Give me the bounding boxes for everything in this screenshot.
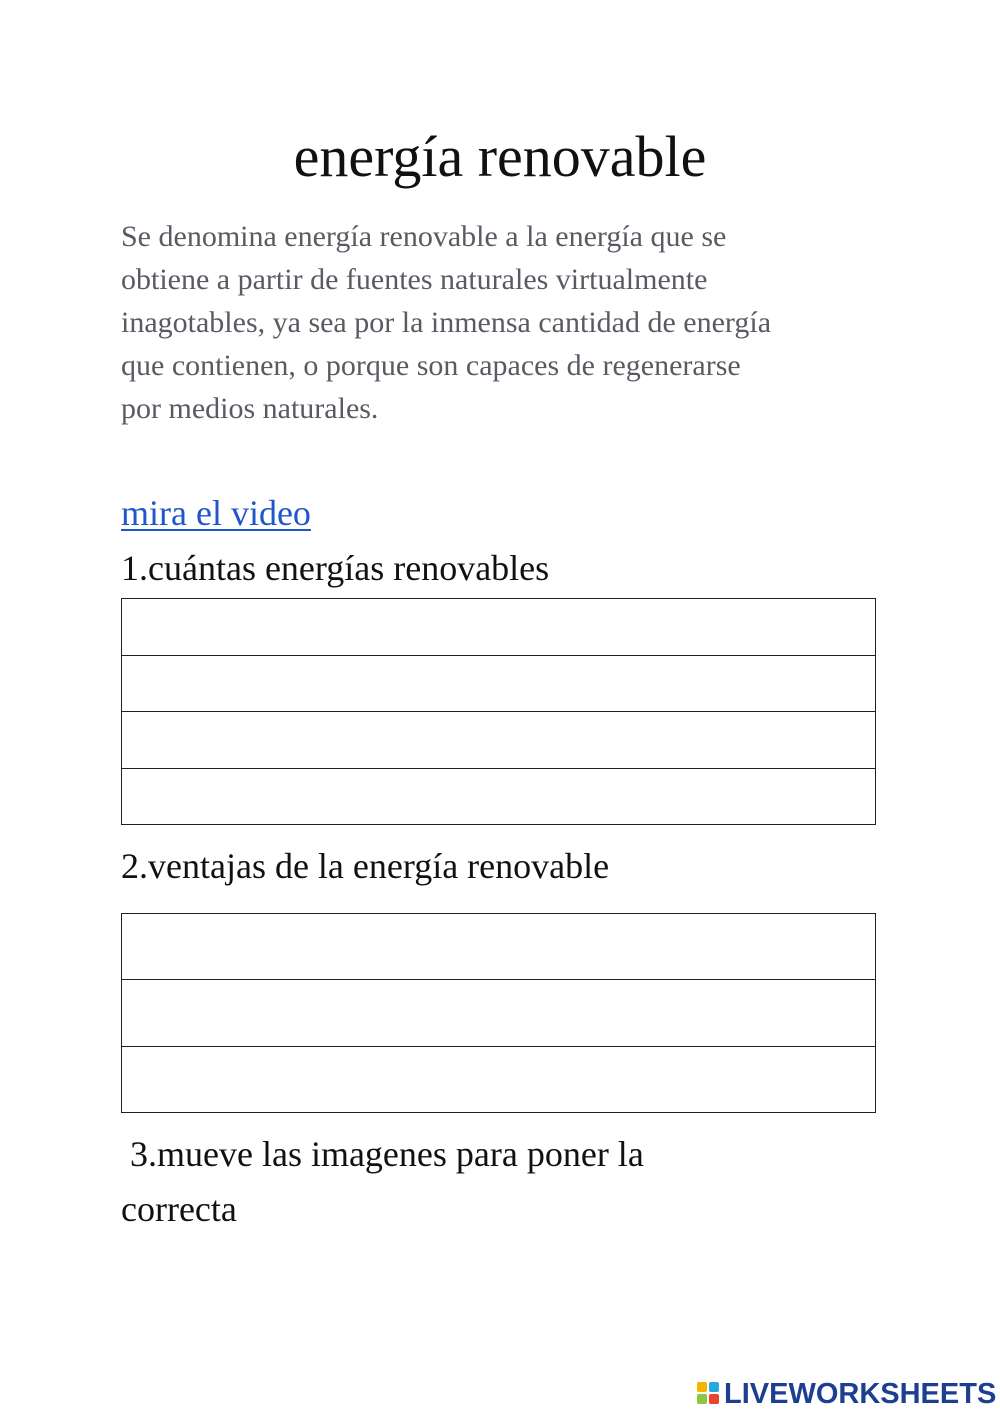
intro-line: Se denomina energía renovable a la energía que se xyxy=(121,220,727,253)
intro-line: inagotables, ya sea por la inmensa cantidad de energía xyxy=(121,306,772,339)
question-2-answer-box xyxy=(121,913,876,1113)
answer-input-1-2[interactable] xyxy=(122,656,875,712)
intro-paragraph xyxy=(121,215,881,430)
liveworksheets-logo xyxy=(697,1378,996,1410)
answer-input-1-3[interactable] xyxy=(122,712,875,768)
question-1-answer-box xyxy=(121,598,876,825)
answer-row xyxy=(122,1047,875,1112)
question-3-label-line-1: 3.mueve las imagenes para poner la xyxy=(121,1134,644,1174)
answer-row xyxy=(122,712,875,769)
question-2-label: 2.ventajas de la energía renovable xyxy=(121,846,610,886)
question-3-label-line-2: correcta xyxy=(121,1189,237,1229)
intro-line: que contienen, o porque son capaces de regenerarse xyxy=(121,349,741,382)
answer-row xyxy=(122,914,875,980)
question-1-label: 1.cuántas energías renovables xyxy=(121,548,550,588)
brand-name: LIVEWORKSHEETS xyxy=(724,1377,997,1410)
intro-line: obtiene a partir de fuentes naturales virtualmente xyxy=(121,263,708,296)
answer-row xyxy=(122,656,875,713)
liveworksheets-logo-icon xyxy=(697,1382,721,1406)
video-link[interactable]: mira el video xyxy=(121,493,311,533)
answer-input-2-3[interactable] xyxy=(122,1047,875,1112)
answer-row xyxy=(122,769,875,825)
answer-input-2-2[interactable] xyxy=(122,980,875,1045)
intro-line: por medios naturales. xyxy=(121,392,379,425)
answer-row xyxy=(122,599,875,656)
answer-row xyxy=(122,980,875,1046)
answer-input-1-1[interactable] xyxy=(122,599,875,655)
answer-input-1-4[interactable] xyxy=(122,769,875,825)
answer-input-2-1[interactable] xyxy=(122,914,875,979)
page-title: energía renovable xyxy=(293,124,707,189)
